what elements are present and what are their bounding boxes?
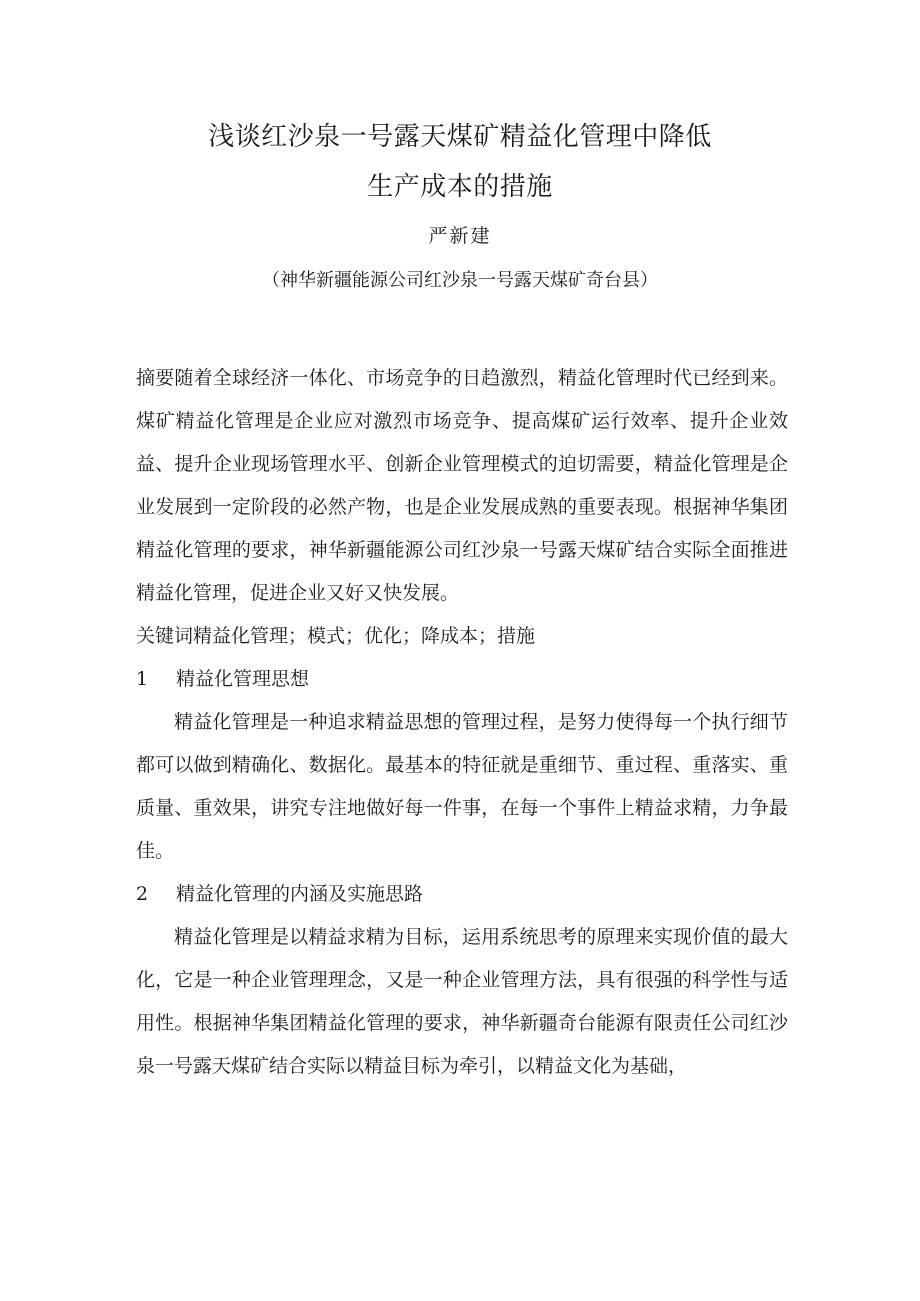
body-text xyxy=(136,357,788,1088)
section-2-number: 2 xyxy=(136,883,149,905)
title-line-2: 生产成本的措施 xyxy=(367,172,553,202)
section-1-number: 1 xyxy=(136,668,149,690)
section-2-title: 精益化管理的内涵及实施思路 xyxy=(176,883,424,905)
abstract: 摘要随着全球经济一体化、市场竞争的日趋激烈，精益化管理时代已经到来。煤矿精益化管理是企业应对激烈市场竞争、提高煤矿运行效率、提升企业效益、提升企业现场管理水平、创新企业管理模式的迫切需要，精益化管理是企业发展到一定阶段的必然产物，也是企业发展成熟的重要表现。根据神华集团精益化管理的要求，神华新疆能源公司红沙泉一号露天煤矿结合实际全面推进精益化管理，促进企业又好又快发展。 xyxy=(136,367,788,604)
section-2-text: 精益化管理是以精益求精为目标，运用系统思考的原理来实现价值的最大化，它是一种企业管理理念，又是一种企业管理方法，具有很强的科学性与适用性。根据神华集团精益化管理的要求，神华新疆奇台能源有限责任公司红沙泉一号露天煤矿结合实际以精益目标为牵引，以精益文化为基础， xyxy=(136,926,788,1077)
keywords: 关键词精益化管理；模式；优化；降成本；措施 xyxy=(136,625,536,647)
section-1-heading xyxy=(136,658,788,701)
affiliation: （神华新疆能源公司红沙泉一号露天煤矿奇台县） xyxy=(262,270,658,291)
title-line-1: 浅谈红沙泉一号露天煤矿精益化管理中降低 xyxy=(208,122,712,152)
section-1-title: 精益化管理思想 xyxy=(176,668,310,690)
author: 严新建 xyxy=(428,225,492,247)
section-2-heading xyxy=(136,873,788,916)
section-1-text: 精益化管理是一种追求精益思想的管理过程，是努力使得每一个执行细节都可以做到精确化、数据化。最基本的特征就是重细节、重过程、重落实、重质量、重效果，讲究专注地做好每一件事，在每一个事件上精益求精，力争最佳。 xyxy=(136,711,788,862)
